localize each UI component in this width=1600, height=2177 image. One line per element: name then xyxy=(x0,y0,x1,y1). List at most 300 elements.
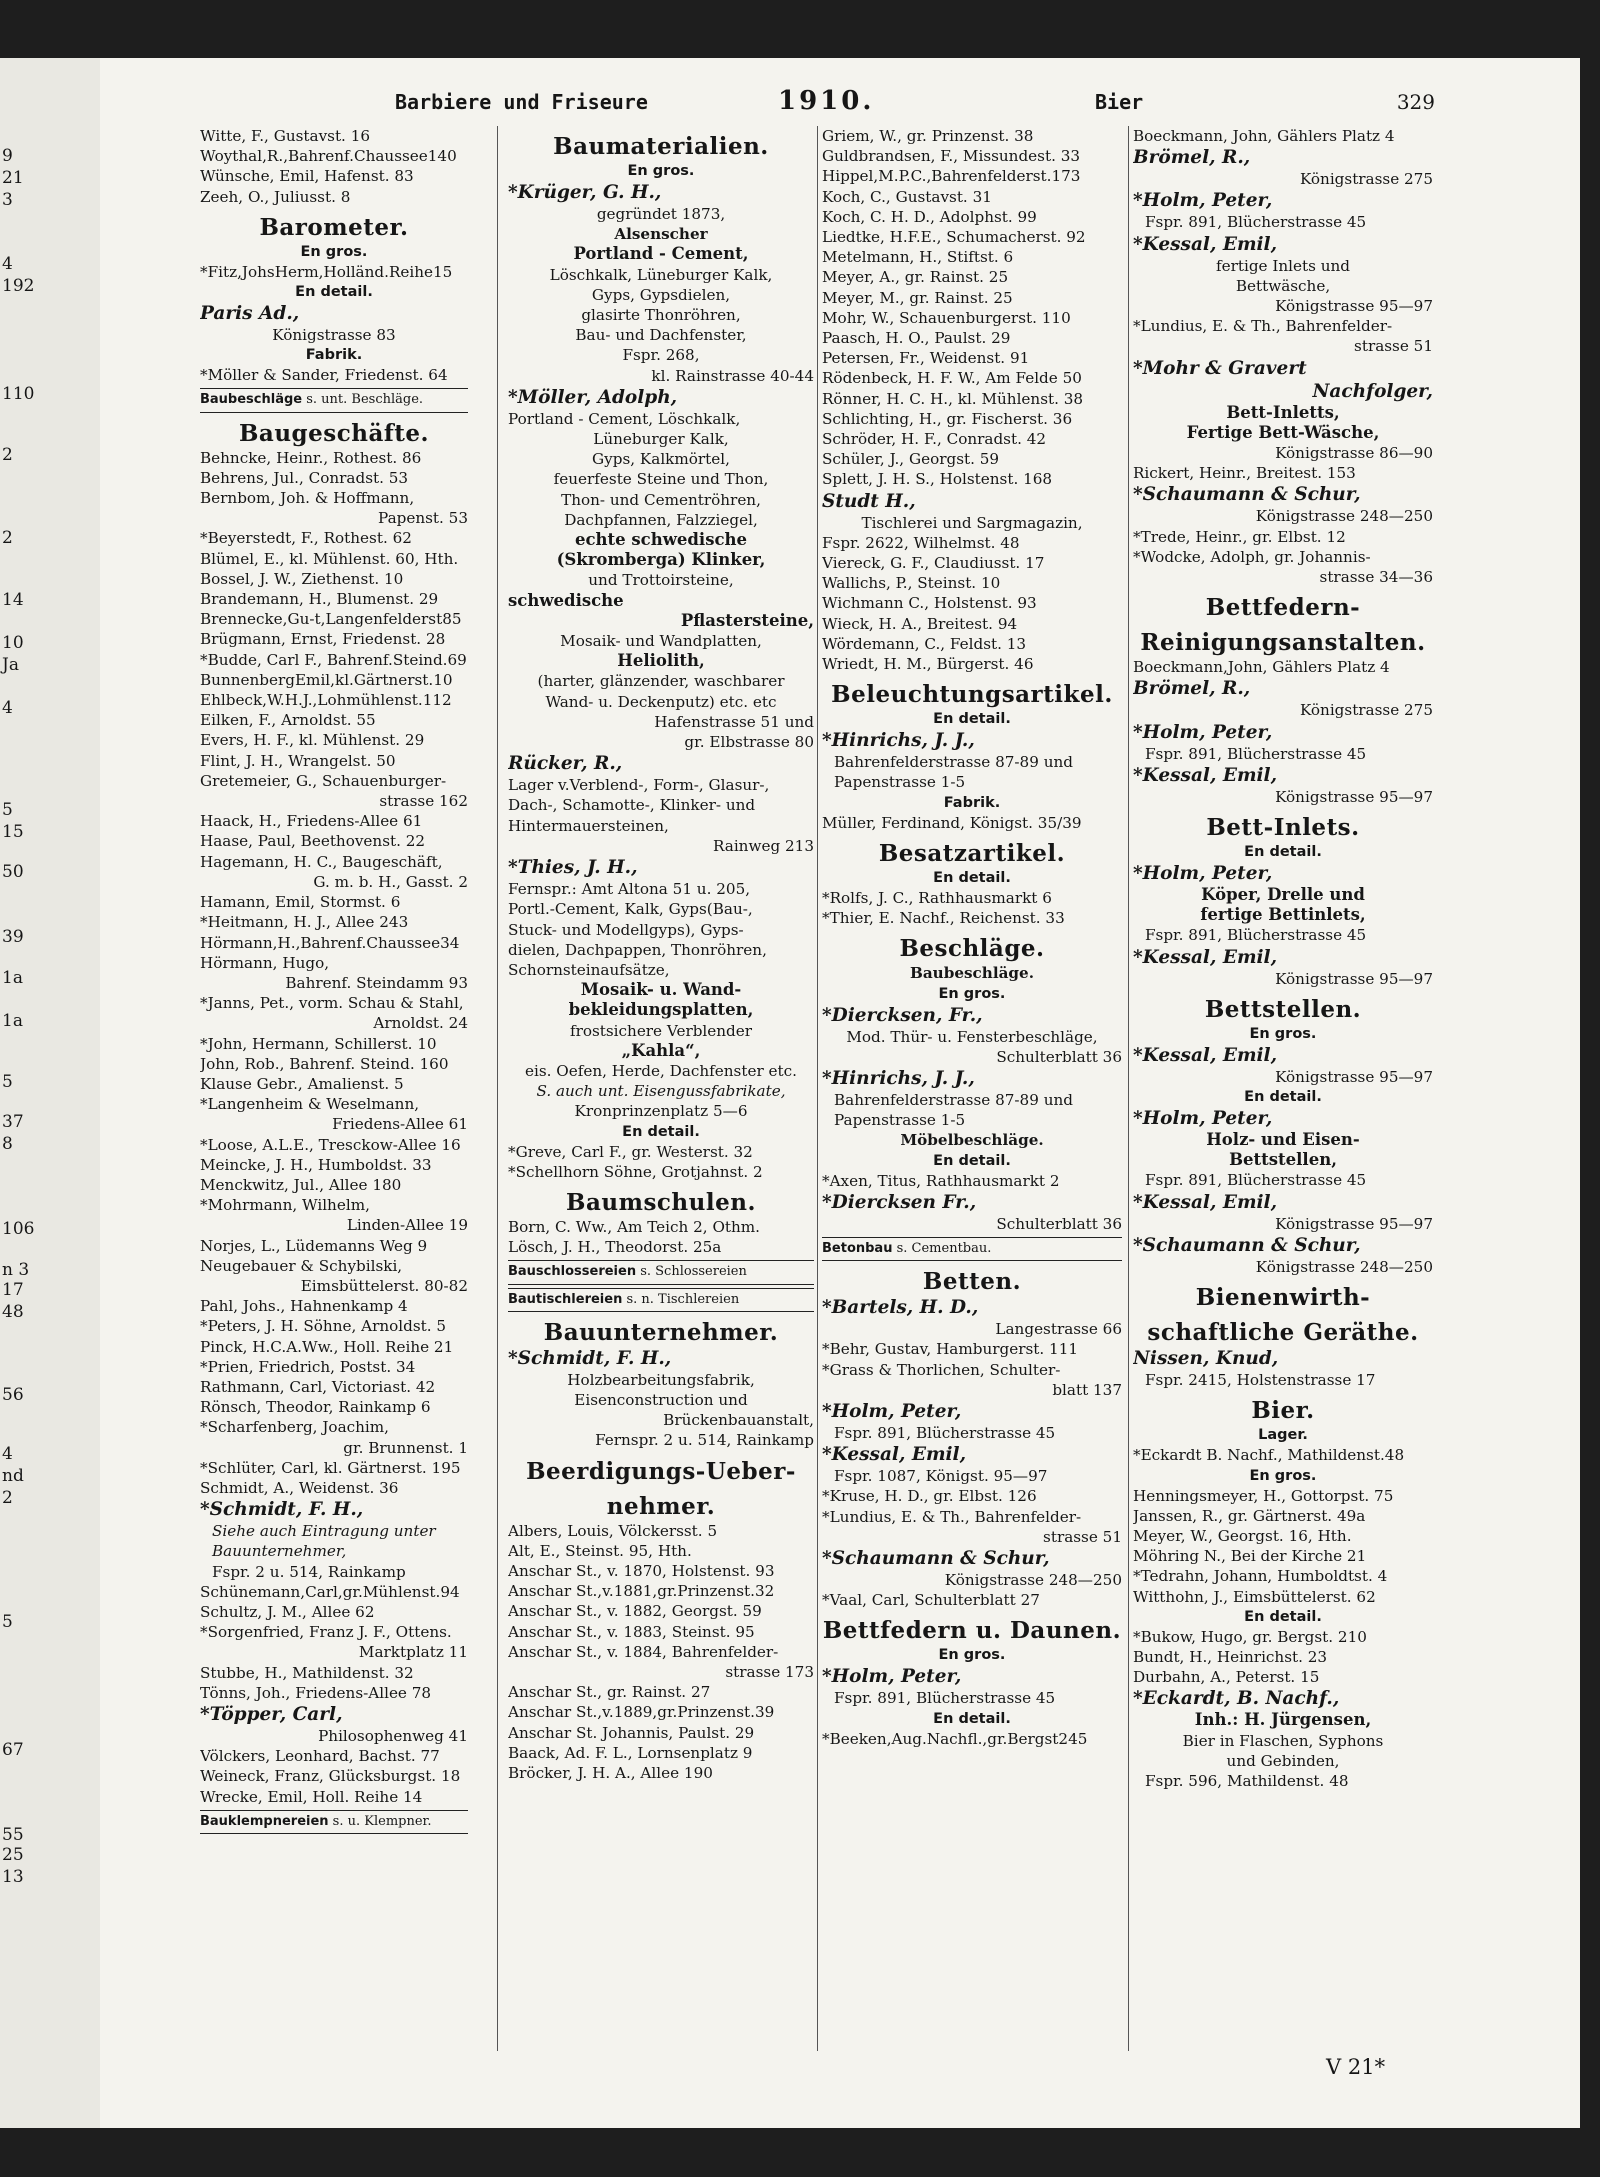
stub-fragment: 50 xyxy=(2,862,24,882)
directory-entry: Friedens-Allee 61 xyxy=(332,1115,468,1134)
directory-entry: echte schwedische xyxy=(574,530,748,550)
directory-entry: Hintermauersteinen, xyxy=(508,816,669,835)
firm-name: *Diercksen, Fr., xyxy=(822,1004,983,1026)
directory-entry: Wichmann C., Holstenst. 93 xyxy=(822,594,1037,613)
directory-entry: Blümel, E., kl. Mühlenst. 60, Hth. xyxy=(200,549,459,568)
directory-entry: dielen, Dachpappen, Thonröhren, xyxy=(508,940,767,959)
directory-entry: Mosaik- u. Wand- xyxy=(580,980,742,1000)
directory-entry: Rönner, H. C. H., kl. Mühlenst. 38 xyxy=(822,389,1084,408)
directory-entry: Bettwäsche, xyxy=(1235,276,1331,295)
directory-entry: Haase, Paul, Beethovenst. 22 xyxy=(200,832,426,851)
stub-fragment: 192 xyxy=(2,276,35,296)
firm-name: *Holm, Peter, xyxy=(1133,721,1273,743)
directory-entry: fertige Bettinlets, xyxy=(1200,905,1366,925)
directory-entry: Pflastersteine, xyxy=(680,610,814,630)
directory-entry: Fspr. 891, Blücherstrasse 45 xyxy=(1145,744,1367,763)
directory-entry: Köper, Drelle und xyxy=(1201,885,1365,905)
directory-entry: *Möller & Sander, Friedenst. 64 xyxy=(200,366,448,385)
directory-entry: Born, C. Ww., Am Teich 2, Othm. xyxy=(508,1217,761,1236)
directory-entry: Wallichs, P., Steinst. 10 xyxy=(822,574,1001,593)
stub-fragment: 5 xyxy=(2,1612,13,1632)
directory-entry: *Wodcke, Adolph, gr. Johannis- xyxy=(1133,547,1371,566)
stub-fragment: 2 xyxy=(2,1488,13,1508)
directory-entry: Völckers, Leonhard, Bachst. 77 xyxy=(200,1747,440,1766)
directory-entry: Witthohn, J., Eimsbüttelerst. 62 xyxy=(1133,1587,1376,1606)
directory-entry: Stuck- und Modellgyps), Gyps- xyxy=(508,920,744,939)
directory-entry: Mod. Thür- u. Fensterbeschläge, xyxy=(846,1027,1098,1046)
stub-fragment: 5 xyxy=(2,800,13,820)
directory-entry: und Trottoirsteine, xyxy=(588,571,734,590)
directory-entry: Hörmann, Hugo, xyxy=(200,953,330,972)
directory-entry: Alsenscher xyxy=(614,225,708,244)
directory-entry: *Axen, Titus, Rathhausmarkt 2 xyxy=(822,1171,1060,1190)
firm-name: *Eckardt, B. Nachf., xyxy=(1133,1688,1340,1710)
directory-entry: Guldbrandsen, F., Missundest. 33 xyxy=(822,147,1081,166)
firm-name: *Kessal, Emil, xyxy=(822,1444,967,1466)
directory-entry: *Heitmann, H. J., Allee 243 xyxy=(200,913,409,932)
directory-entry: Fspr. 891, Blücherstrasse 45 xyxy=(1145,213,1367,232)
stub-fragment: 67 xyxy=(2,1740,24,1760)
firm-name: Rücker, R., xyxy=(508,753,623,775)
directory-entry: *Lundius, E. & Th., Bahrenfelder- xyxy=(1133,317,1393,336)
directory-entry: Janssen, R., gr. Gärtnerst. 49a xyxy=(1133,1506,1366,1525)
stub-fragment: 15 xyxy=(2,822,24,842)
directory-entry: *Bukow, Hugo, gr. Bergst. 210 xyxy=(1133,1627,1367,1646)
directory-entry: G. m. b. H., Gasst. 2 xyxy=(313,872,468,891)
directory-entry: Löschkalk, Lüneburger Kalk, xyxy=(549,265,773,284)
directory-entry: Bundt, H., Heinrichst. 23 xyxy=(1133,1647,1328,1666)
firm-name: *Schaumann & Schur, xyxy=(1133,1234,1361,1256)
firm-name: *Kessal, Emil, xyxy=(1133,233,1278,255)
directory-entry: Königstrasse 86—90 xyxy=(1275,444,1433,463)
directory-entry: John, Rob., Bahrenf. Steind. 160 xyxy=(200,1054,449,1073)
directory-entry: strasse 34—36 xyxy=(1319,568,1433,587)
directory-entry: *Beeken,Aug.Nachfl.,gr.Bergst245 xyxy=(822,1729,1088,1748)
stub-fragment: 2 xyxy=(2,528,13,548)
directory-entry: Möbelbeschläge. xyxy=(900,1131,1044,1150)
directory-entry: Marktplatz 11 xyxy=(358,1643,468,1662)
directory-entry: Bau- und Dachfenster, xyxy=(575,326,747,345)
stub-fragment: 3 xyxy=(2,190,13,210)
directory-entry: Papenstrasse 1-5 xyxy=(834,773,966,792)
directory-entry: Schmidt, A., Weidenst. 36 xyxy=(200,1478,399,1497)
directory-entry: *Kruse, H. D., gr. Elbst. 126 xyxy=(822,1487,1037,1506)
directory-entry: „Kahla“, xyxy=(621,1040,701,1060)
directory-entry: Anschar St., v. 1884, Bahrenfelder- xyxy=(508,1642,779,1661)
firm-name: *Schmidt, F. H., xyxy=(200,1499,364,1521)
directory-entry: Menckwitz, Jul., Allee 180 xyxy=(200,1175,402,1194)
firm-name: *Holm, Peter, xyxy=(1133,190,1273,212)
directory-entry: Fspr. 268, xyxy=(622,346,700,365)
directory-entry: Weineck, Franz, Glücksburgst. 18 xyxy=(200,1767,461,1786)
header-year: 1910. xyxy=(778,86,875,116)
directory-entry: *Scharfenberg, Joachim, xyxy=(200,1418,389,1437)
directory-entry: Hippel,M.P.C.,Bahrenfelderst.173 xyxy=(822,167,1081,186)
directory-entry: Haack, H., Friedens-Allee 61 xyxy=(200,812,423,831)
subsection-label: En detail. xyxy=(1244,844,1322,861)
stub-fragment: 1a xyxy=(2,968,23,988)
firm-name: *Holm, Peter, xyxy=(1133,863,1273,885)
directory-entry: Königstrasse 248—250 xyxy=(944,1570,1122,1589)
stub-fragment: 2 xyxy=(2,445,13,465)
directory-entry: Brügmann, Ernst, Friedenst. 28 xyxy=(200,630,446,649)
stub-fragment: 55 xyxy=(2,1825,24,1845)
directory-entry: Pinck, H.C.A.Ww., Holl. Reihe 21 xyxy=(200,1337,454,1356)
directory-entry: Boeckmann,John, Gählers Platz 4 xyxy=(1133,658,1390,677)
directory-entry: *Mohrmann, Wilhelm, xyxy=(200,1196,370,1215)
directory-entry: Wand- u. Deckenputz) etc. etc xyxy=(545,692,777,711)
firm-name: Studt H., xyxy=(822,490,916,512)
directory-entry: Königstrasse 248—250 xyxy=(1255,507,1433,526)
directory-entry: eis. Oefen, Herde, Dachfenster etc. xyxy=(525,1061,797,1080)
directory-entry: Brandemann, H., Blumenst. 29 xyxy=(200,590,439,609)
directory-entry: Bier in Flaschen, Syphons xyxy=(1182,1731,1384,1750)
firm-name: *Mohr & Gravert xyxy=(1133,357,1307,379)
section-heading: Beleuchtungsartikel. xyxy=(831,681,1113,709)
directory-entry: und Gebinden, xyxy=(1226,1751,1340,1770)
directory-entry: Fspr. 596, Mathildenst. 48 xyxy=(1145,1771,1349,1790)
directory-entry: strasse 51 xyxy=(1043,1527,1122,1546)
subsection-label: En detail. xyxy=(295,284,373,301)
directory-entry: Hamann, Emil, Stormst. 6 xyxy=(200,893,401,912)
section-heading: Reinigungsanstalten. xyxy=(1140,629,1426,657)
section-heading: schaftliche Geräthe. xyxy=(1147,1319,1419,1347)
cross-reference-target: s. Schlossereien xyxy=(636,1264,747,1280)
directory-entry: Gyps, Kalkmörtel, xyxy=(592,450,730,469)
stub-fragment: 110 xyxy=(2,384,35,404)
directory-entry: Fernspr.: Amt Altona 51 u. 205, xyxy=(508,880,751,899)
subsection-label: En detail. xyxy=(933,1152,1011,1169)
directory-entry: gr. Elbstrasse 80 xyxy=(684,733,814,752)
directory-entry: Holz- und Eisen- xyxy=(1206,1130,1360,1150)
directory-entry: Königstrasse 95—97 xyxy=(1275,1067,1433,1086)
directory-entry: Eisenconstruction und xyxy=(574,1390,748,1409)
firm-name: Nissen, Knud, xyxy=(1133,1348,1279,1370)
directory-entry: Flint, J. H., Wrangelst. 50 xyxy=(200,751,396,770)
firm-name: *Kessal, Emil, xyxy=(1133,764,1278,786)
section-heading: Bettfedern- xyxy=(1205,594,1361,622)
directory-entry: Linden-Allee 19 xyxy=(346,1216,468,1235)
directory-entry: *Vaal, Carl, Schulterblatt 27 xyxy=(822,1591,1040,1610)
stub-fragment: Ja xyxy=(2,655,19,675)
directory-entry: Fspr. 2 u. 514, Rainkamp xyxy=(212,1562,406,1581)
directory-entry: *Prien, Friedrich, Postst. 34 xyxy=(200,1357,416,1376)
directory-entry: frostsichere Verblender xyxy=(569,1021,753,1040)
section-heading: Baumschulen. xyxy=(566,1188,756,1216)
directory-entry: Schünemann,Carl,gr.Mühlenst.94 xyxy=(200,1582,460,1601)
directory-entry: Wünsche, Emil, Hafenst. 83 xyxy=(200,167,414,186)
directory-entry: Witte, F., Gustavst. 16 xyxy=(200,127,371,145)
directory-entry: strasse 51 xyxy=(1354,337,1433,356)
directory-entry: *Budde, Carl F., Bahrenf.Steind.69 xyxy=(200,650,467,669)
firm-name: *Schaumann & Schur, xyxy=(822,1547,1050,1569)
stub-fragment: 9 xyxy=(2,146,13,166)
directory-entry: kl. Rainstrasse 40-44 xyxy=(651,366,814,385)
stub-fragment: 8 xyxy=(2,1134,13,1154)
page-header xyxy=(395,86,1435,120)
firm-name: *Töpper, Carl, xyxy=(200,1704,343,1726)
directory-entry: Portland - Cement, Löschkalk, xyxy=(508,409,741,428)
directory-entry: Anschar St., v. 1870, Holstenst. 93 xyxy=(508,1561,775,1580)
directory-entry: Baubeschläge. xyxy=(909,964,1035,983)
directory-entry: blatt 137 xyxy=(1052,1380,1122,1399)
directory-entry: Königstrasse 95—97 xyxy=(1275,787,1433,806)
stub-fragment: 14 xyxy=(2,590,24,610)
directory-entry: Portl.-Cement, Kalk, Gyps(Bau-, xyxy=(508,900,753,919)
stub-fragment: 39 xyxy=(2,927,24,947)
signature-mark: V 21* xyxy=(1326,2055,1386,2079)
directory-entry: Koch, C., Gustavst. 31 xyxy=(822,187,992,206)
directory-entry: *Grass & Thorlichen, Schulter- xyxy=(822,1360,1061,1379)
stub-fragment: n 3 xyxy=(2,1260,30,1280)
directory-entry: Rödenbeck, H. F. W., Am Felde 50 xyxy=(822,369,1082,388)
directory-entry: Anschar St. Johannis, Paulst. 29 xyxy=(508,1723,755,1742)
directory-entry: Splett, J. H. S., Holstenst. 168 xyxy=(822,470,1053,489)
directory-entry: Anschar St., v. 1883, Steinst. 95 xyxy=(508,1622,755,1641)
directory-entry: Papenst. 53 xyxy=(378,509,468,528)
firm-name: *Hinrichs, J. J., xyxy=(822,730,975,752)
directory-entry: Fspr. 1087, Königst. 95—97 xyxy=(834,1467,1048,1486)
directory-entry: Boeckmann, John, Gählers Platz 4 xyxy=(1133,127,1395,145)
directory-entry: Eimsbüttelerst. 80-82 xyxy=(300,1276,468,1295)
firm-name: *Kessal, Emil, xyxy=(1133,946,1278,968)
subsection-label: En gros. xyxy=(1249,1467,1317,1484)
firm-name: *Kessal, Emil, xyxy=(1133,1044,1278,1066)
cross-reference-term: Bauklempnereien xyxy=(200,1813,329,1829)
cross-reference xyxy=(200,388,468,412)
directory-entry: Königstrasse 95—97 xyxy=(1275,1214,1433,1233)
directory-entry: Bahrenf. Steindamm 93 xyxy=(285,973,468,992)
subsection-label: Lager. xyxy=(1258,1427,1308,1444)
firm-name: Nachfolger, xyxy=(1312,380,1433,402)
section-heading: Barometer. xyxy=(259,213,409,241)
directory-entry: *Greve, Carl F., gr. Westerst. 32 xyxy=(508,1142,753,1161)
directory-entry: Albers, Louis, Völckersst. 5 xyxy=(508,1521,718,1540)
page-number: 329 xyxy=(1396,90,1435,114)
firm-name: *Bartels, H. D., xyxy=(822,1297,979,1319)
directory-entry: Lösch, J. H., Theodorst. 25a xyxy=(508,1238,722,1257)
directory-entry: Königstrasse 95—97 xyxy=(1275,297,1433,316)
directory-entry: Tischlerei und Sargmagazin, xyxy=(861,513,1083,532)
directory-entry: Möhring N., Bei der Kirche 21 xyxy=(1133,1547,1367,1566)
section-heading: Baumaterialien. xyxy=(553,133,769,160)
directory-entry: Anschar St.,v.1889,gr.Prinzenst.39 xyxy=(508,1703,775,1722)
section-heading: Besatzartikel. xyxy=(878,839,1066,867)
directory-entry: Fspr. 2622, Wilhelmst. 48 xyxy=(822,533,1020,552)
column-rule xyxy=(1128,126,1129,2051)
subsection-label: En detail. xyxy=(1244,1089,1322,1106)
firm-name: *Holm, Peter, xyxy=(822,1400,962,1422)
subsection-label: En detail. xyxy=(933,1710,1011,1727)
stub-fragment: 48 xyxy=(2,1302,24,1322)
directory-entry: Meincke, J. H., Humboldst. 33 xyxy=(200,1155,432,1174)
directory-entry: Anschar St.,v.1881,gr.Prinzenst.32 xyxy=(508,1582,775,1601)
directory-entry: Griem, W., gr. Prinzenst. 38 xyxy=(822,127,1034,145)
cross-reference-target: s. n. Tischlereien xyxy=(622,1291,740,1307)
directory-entry: Woythal,R.,Bahrenf.Chaussee140 xyxy=(200,147,457,166)
directory-entry: Fertige Bett-Wäsche, xyxy=(1186,422,1380,442)
directory-entry: *Schellhorn Söhne, Grotjahnst. 2 xyxy=(508,1162,763,1181)
stub-fragment: 56 xyxy=(2,1385,24,1405)
header-left-keyword: Barbiere und Friseure xyxy=(395,90,648,114)
directory-entry: Schulterblatt 36 xyxy=(996,1214,1122,1233)
subsection-label: En gros. xyxy=(300,243,368,260)
directory-entry: S. auch unt. Eisengussfabrikate, xyxy=(536,1082,786,1101)
stub-fragment: 13 xyxy=(2,1867,24,1887)
firm-name: *Kessal, Emil, xyxy=(1133,1191,1278,1213)
stub-fragment: 25 xyxy=(2,1845,24,1865)
directory-entry: Dachpfannen, Falzziegel, xyxy=(564,510,758,529)
cross-reference-term: Baubeschläge xyxy=(200,392,303,408)
directory-entry: Schröder, H. F., Conradst. 42 xyxy=(822,430,1047,449)
directory-entry: BunnenbergEmil,kl.Gärtnerst.10 xyxy=(200,670,453,689)
column-4 xyxy=(1133,126,1433,2051)
section-heading: Bier. xyxy=(1251,1397,1315,1425)
section-heading: Beerdigungs-Ueber- xyxy=(526,1457,796,1485)
directory-entry: Wrecke, Emil, Holl. Reihe 14 xyxy=(200,1787,423,1806)
directory-entry: Meyer, M., gr. Rainst. 25 xyxy=(822,288,1013,307)
subsection-label: En gros. xyxy=(938,1647,1006,1664)
stub-fragment: 106 xyxy=(2,1219,35,1239)
previous-page-edge xyxy=(0,58,103,2128)
stub-fragment: 10 xyxy=(2,633,24,653)
directory-entry: Bett-Inletts, xyxy=(1226,402,1340,422)
directory-entry: Inh.: H. Jürgensen, xyxy=(1194,1710,1372,1730)
directory-entry: Philosophenweg 41 xyxy=(318,1727,468,1746)
directory-entry: Fspr. 891, Blücherstrasse 45 xyxy=(834,1423,1056,1442)
directory-entry: Bernbom, Joh. & Hoffmann, xyxy=(200,489,415,508)
subsection-label: En detail. xyxy=(933,711,1011,728)
subsection-label: Fabrik. xyxy=(943,794,1001,811)
directory-entry: Dach-, Schamotte-, Klinker- und xyxy=(508,796,756,815)
directory-entry: (harter, glänzender, waschbarer xyxy=(537,672,785,691)
directory-entry: Pahl, Johs., Hahnenkamp 4 xyxy=(200,1297,408,1316)
directory-entry: Behncke, Heinr., Rothest. 86 xyxy=(200,448,422,467)
directory-entry: Stubbe, H., Mathildenst. 32 xyxy=(200,1663,414,1682)
directory-entry: Metelmann, H., Stiftst. 6 xyxy=(822,248,1014,267)
directory-entry: Lüneburger Kalk, xyxy=(593,430,729,449)
directory-entry: fertige Inlets und xyxy=(1215,256,1350,275)
directory-entry: Gretemeier, G., Schauenburger- xyxy=(200,771,447,790)
firm-name: Brömel, R., xyxy=(1133,147,1251,169)
firm-name: *Diercksen Fr., xyxy=(822,1191,977,1213)
cross-reference-term: Bauschlossereien xyxy=(508,1264,637,1280)
directory-entry: Schultz, J. M., Allee 62 xyxy=(200,1603,375,1621)
directory-entry: Fspr. 891, Blücherstrasse 45 xyxy=(834,1689,1056,1708)
directory-entry: *Langenheim & Weselmann, xyxy=(200,1095,420,1114)
directory-entry: *Tedrahn, Johann, Humboldtst. 4 xyxy=(1133,1567,1388,1586)
firm-name: *Schmidt, F. H., xyxy=(508,1347,672,1369)
directory-entry: Tönns, Joh., Friedens-Allee 78 xyxy=(200,1683,432,1702)
section-heading: Bett-Inlets. xyxy=(1206,814,1360,842)
directory-entry: Königstrasse 248—250 xyxy=(1255,1257,1433,1276)
directory-entry: Viereck, G. F., Claudiusst. 17 xyxy=(822,554,1045,573)
directory-entry: Koch, C. H. D., Adolphst. 99 xyxy=(822,207,1037,226)
directory-entry: Wieck, H. A., Breitest. 94 xyxy=(822,614,1018,633)
directory-entry: *Trede, Heinr., gr. Elbst. 12 xyxy=(1133,527,1346,546)
section-heading: Bienenwirth- xyxy=(1195,1284,1371,1312)
cross-reference xyxy=(508,1288,814,1312)
directory-entry: *Lundius, E. & Th., Bahrenfelder- xyxy=(822,1507,1082,1526)
directory-entry: Hagemann, H. C., Baugeschäft, xyxy=(200,852,443,871)
stub-fragment: 21 xyxy=(2,168,24,188)
column-2 xyxy=(508,126,814,2051)
directory-entry: Evers, H. F., kl. Mühlenst. 29 xyxy=(200,731,425,750)
directory-entry: Königstrasse 275 xyxy=(1299,170,1433,189)
directory-entry: Paasch, H. O., Paulst. 29 xyxy=(822,329,1011,348)
directory-entry: Holzbearbeitungsfabrik, xyxy=(567,1370,755,1389)
directory-entry: schwedische xyxy=(508,590,624,610)
directory-entry: Thon- und Cementröhren, xyxy=(561,490,761,509)
directory-entry: *John, Hermann, Schillerst. 10 xyxy=(200,1034,437,1053)
cross-reference-target: s. Cementbau. xyxy=(892,1240,992,1256)
directory-entry: Liedtke, H.F.E., Schumacherst. 92 xyxy=(822,228,1086,247)
directory-entry: feuerfeste Steine und Thon, xyxy=(553,470,769,489)
column-1 xyxy=(200,126,468,2051)
stub-fragment: 4 xyxy=(2,1444,13,1464)
directory-entry: Schüler, J., Georgst. 59 xyxy=(822,450,1000,469)
directory-entry: Hafenstrasse 51 und xyxy=(654,712,814,731)
directory-entry: Wördemann, C., Feldst. 13 xyxy=(822,634,1027,653)
directory-entry: Königstrasse 83 xyxy=(272,326,396,345)
stub-fragment: 4 xyxy=(2,698,13,718)
column-rule xyxy=(817,126,818,2051)
directory-entry: Schornsteinaufsätze, xyxy=(508,960,670,979)
directory-entry: Bossel, J. W., Ziethenst. 10 xyxy=(200,569,404,588)
directory-entry: glasirte Thonröhren, xyxy=(581,306,741,325)
directory-entry: *Thier, E. Nachf., Reichenst. 33 xyxy=(822,909,1065,928)
directory-entry: Mosaik- und Wandplatten, xyxy=(560,632,762,651)
directory-entry: Kronprinzenplatz 5—6 xyxy=(574,1102,748,1121)
directory-entry: (Skromberga) Klinker, xyxy=(556,550,766,570)
directory-entry: *Beyerstedt, F., Rothest. 62 xyxy=(200,529,412,548)
directory-entry: Portland - Cement, xyxy=(573,244,749,264)
section-heading: Betten. xyxy=(922,1268,1022,1296)
subsection-label: En detail. xyxy=(1244,1608,1322,1625)
cross-reference-term: Bautischlereien xyxy=(508,1291,623,1307)
directory-entry: Bahrenfelderstrasse 87-89 und xyxy=(834,753,1073,772)
firm-name: *Krüger, G. H., xyxy=(508,182,662,203)
directory-entry: Fspr. 2415, Holstenstrasse 17 xyxy=(1145,1371,1376,1390)
firm-name: *Holm, Peter, xyxy=(822,1666,962,1688)
directory-entry: Arnoldst. 24 xyxy=(373,1014,468,1033)
directory-entry: Lager v.Verblend-, Form-, Glasur-, xyxy=(508,776,770,795)
directory-entry: *Eckardt B. Nachf., Mathildenst.48 xyxy=(1133,1446,1405,1465)
section-heading: Baugeschäfte. xyxy=(238,419,430,447)
directory-entry: Königstrasse 95—97 xyxy=(1275,969,1433,988)
directory-entry: Müller, Ferdinand, Königst. 35/39 xyxy=(822,813,1082,832)
cross-reference-term: Betonbau xyxy=(822,1240,893,1256)
directory-entry: *Peters, J. H. Söhne, Arnoldst. 5 xyxy=(200,1317,447,1336)
subsection-label: En gros. xyxy=(938,985,1006,1002)
firm-name: *Schaumann & Schur, xyxy=(1133,484,1361,506)
directory-entry: Alt, E., Steinst. 95, Hth. xyxy=(508,1541,692,1560)
directory-entry: Behrens, Jul., Conradst. 53 xyxy=(200,468,409,487)
directory-entry: Heliolith, xyxy=(617,651,705,671)
stub-fragment: 4 xyxy=(2,254,13,274)
stub-fragment: 1a xyxy=(2,1011,23,1031)
subsection-label: En gros. xyxy=(627,163,695,179)
directory-entry: Ehlbeck,W.H.J.,Lohmühlenst.112 xyxy=(200,691,452,710)
directory-entry: Wriedt, H. M., Bürgerst. 46 xyxy=(822,655,1034,674)
directory-entry: Fspr. 891, Blücherstrasse 45 xyxy=(1145,926,1367,945)
subsection-label: En gros. xyxy=(1249,1025,1317,1042)
directory-entry: Schulterblatt 36 xyxy=(996,1047,1122,1066)
cross-reference xyxy=(200,1810,468,1834)
cross-reference-target: s. unt. Beschläge. xyxy=(302,392,424,408)
directory-entry: Brückenbauanstalt, xyxy=(663,1411,814,1430)
section-heading: Beschläge. xyxy=(899,935,1045,963)
